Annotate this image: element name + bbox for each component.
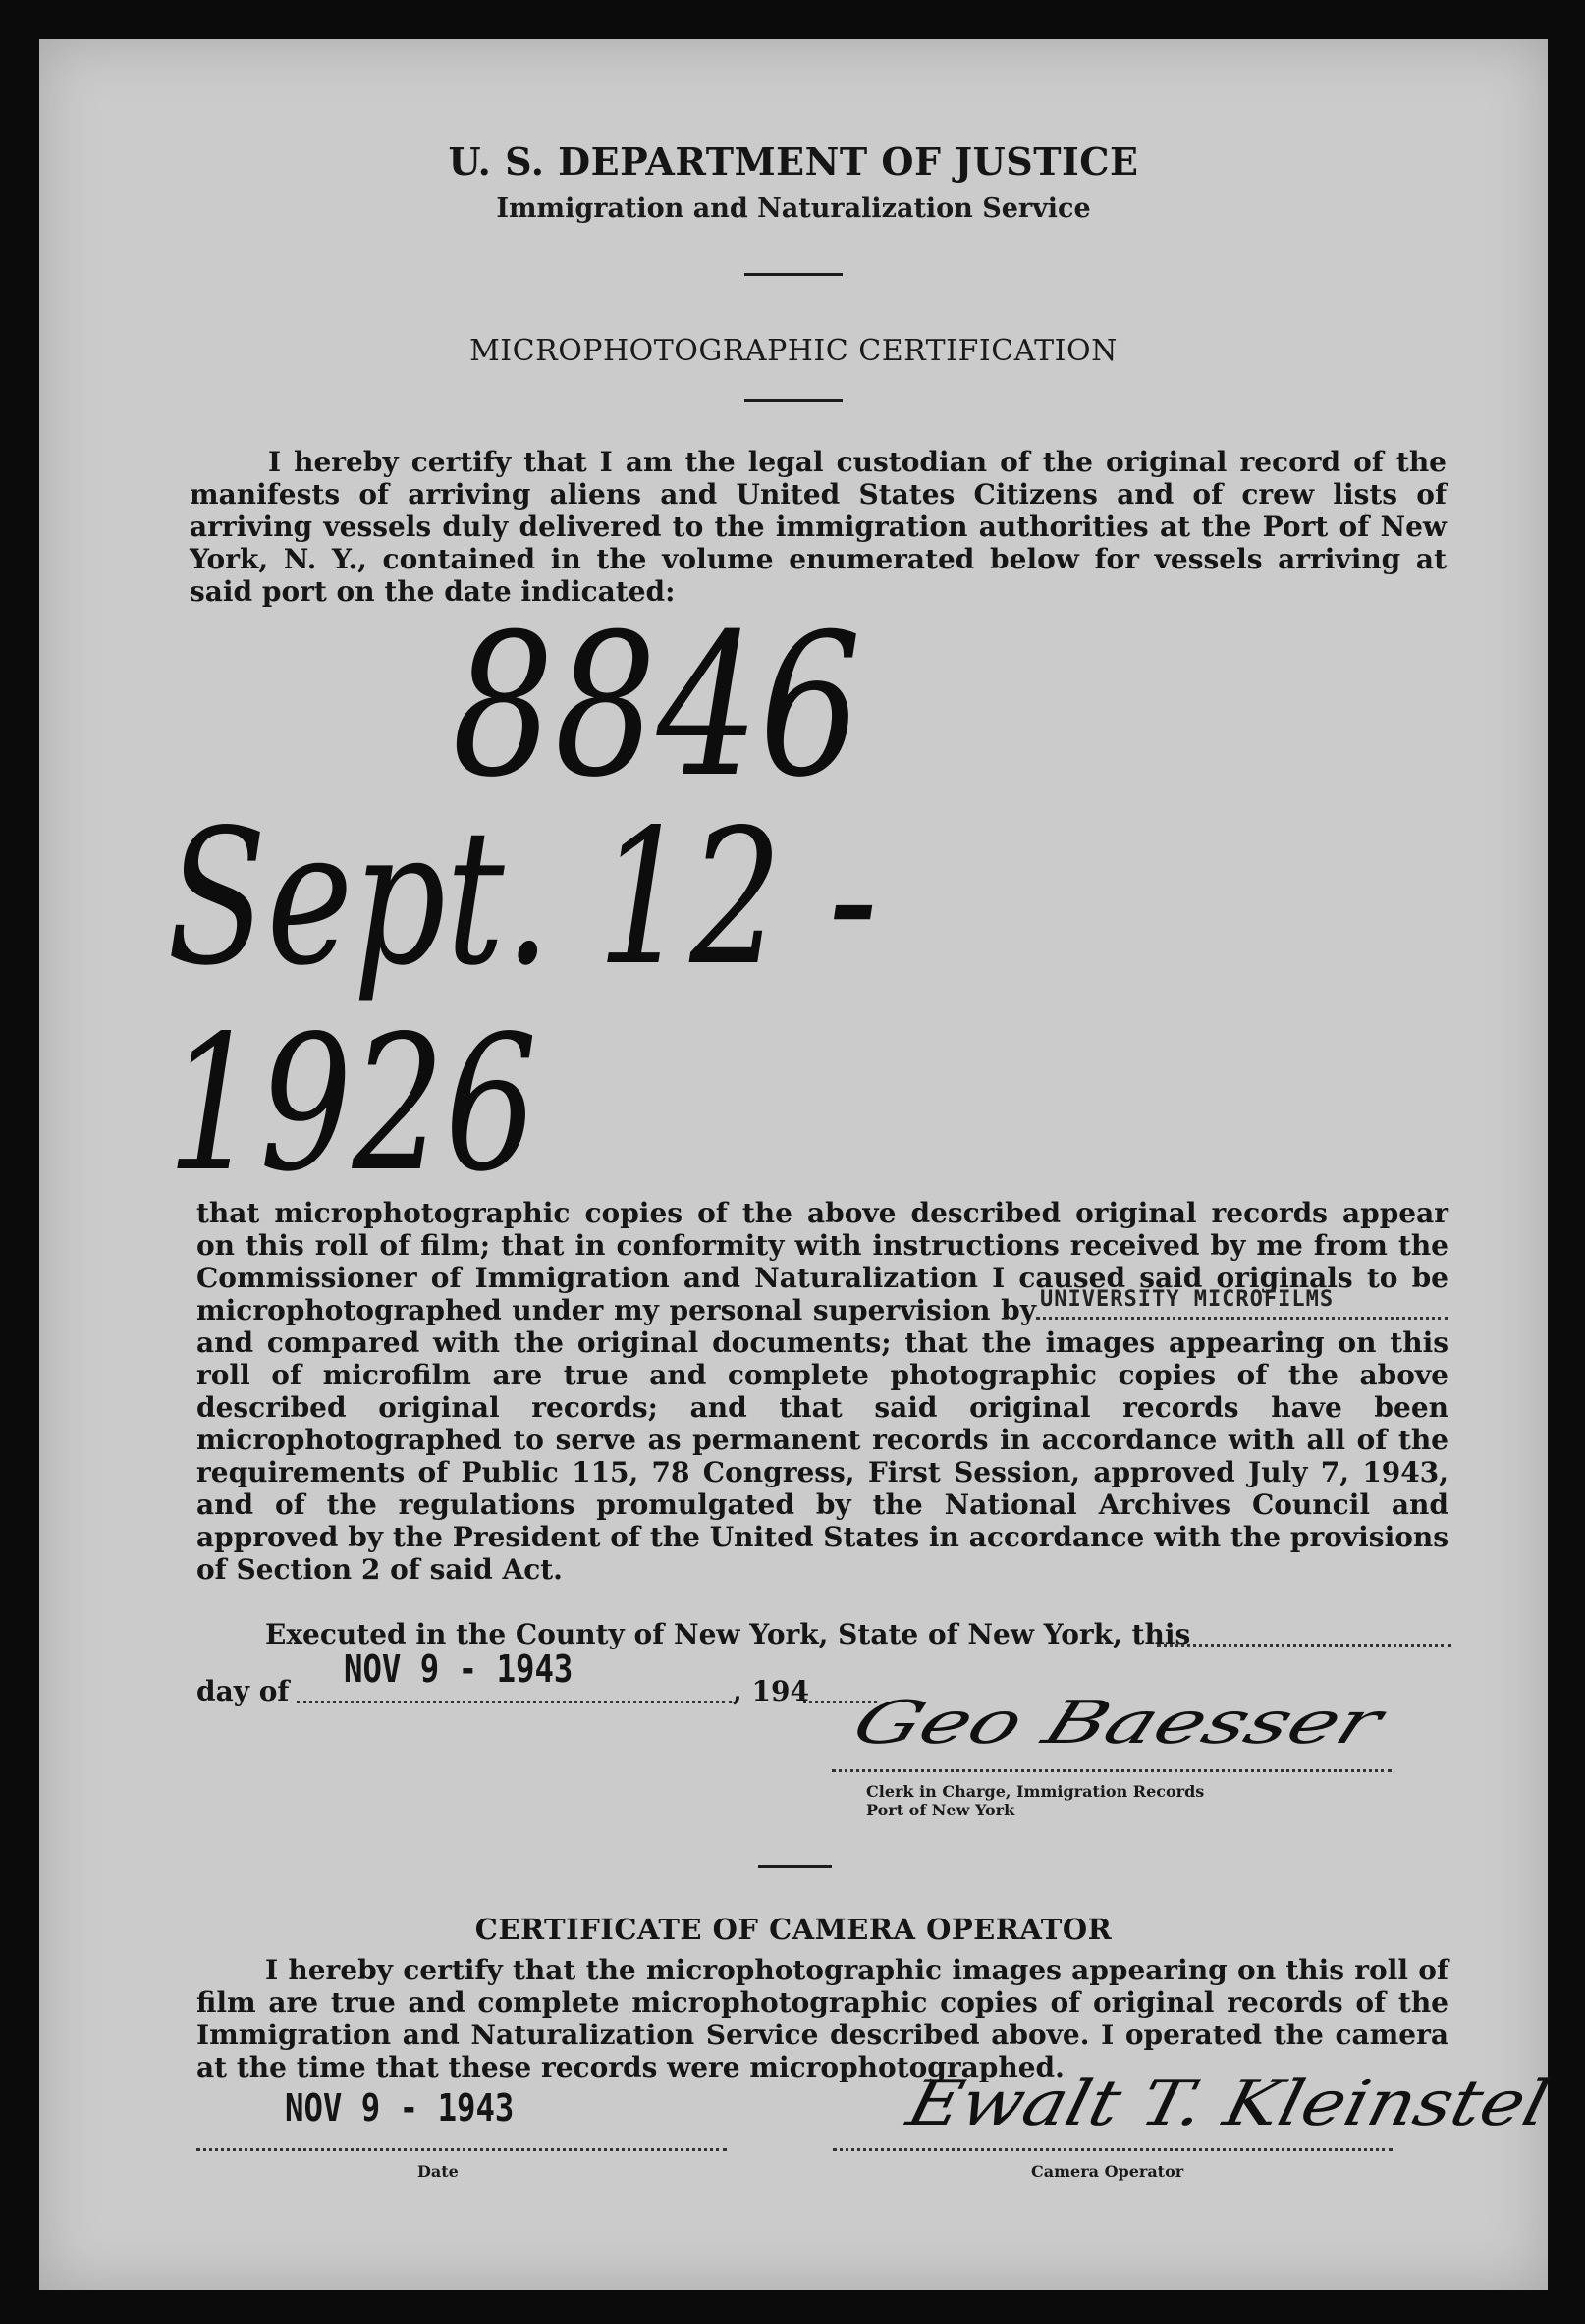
date-line [196, 2148, 727, 2151]
company-blank [1036, 1287, 1448, 1320]
divider-camera [758, 1865, 832, 1868]
clerk-title: Clerk in Charge, Immigration Records [866, 1782, 1205, 1801]
operator-line [833, 2148, 1393, 2151]
executed-line: Executed in the County of New York, State of New York, this [265, 1618, 1191, 1650]
operator-label: Camera Operator [1031, 2162, 1184, 2181]
certificate-page [39, 39, 1557, 2290]
year-prefix: , 194 [733, 1675, 809, 1707]
divider-title [744, 399, 843, 402]
clerk-signature-line [832, 1769, 1392, 1772]
operator-company-typed: UNIVERSITY MICROFILMS [1040, 1287, 1335, 1312]
department-heading: U. S. DEPARTMENT OF JUSTICE [448, 139, 1139, 184]
day-of-label: day of [196, 1675, 290, 1707]
executed-blank [1157, 1644, 1451, 1647]
body-paragraph-part1 [196, 1197, 1448, 1586]
handwritten-arrival-date: Sept. 12 - 1926 [167, 789, 878, 1213]
handwritten-volume-number: 8846 [452, 592, 862, 821]
divider-top [744, 273, 843, 276]
intro-paragraph: I hereby certify that I am the legal custodian of the original record of the manifests of arriving aliens and United States Citizens and of crew lists of arriving vessels duly delivered to the immigration authorities at the Port of New York, N. Y., contained in the volume enumerated below for vessels arriving at said port on the date indicated: [190, 446, 1447, 608]
day-of-blank [297, 1701, 732, 1703]
certification-title: MICROPHOTOGRAPHIC CERTIFICATION [469, 334, 1118, 368]
clerk-port: Port of New York [866, 1801, 1015, 1819]
camera-date-stamp: NOV 9 - 1943 [285, 2086, 515, 2130]
camera-operator-title: CERTIFICATE OF CAMERA OPERATOR [474, 1913, 1113, 1946]
service-subheading: Immigration and Naturalization Service [496, 193, 1091, 224]
date-label: Date [417, 2162, 459, 2181]
camera-operator-signature: Ewalt T. Kleinstel [900, 2068, 1557, 2140]
execution-date-stamp: NOV 9 - 1943 [344, 1648, 574, 1691]
camera-operator-paragraph: I hereby certify that the microphotographic images appearing on this roll of film are true and complete microphotographic copies of original records of the Immigration and Naturalization Service described above. I operated the camera at the time that these records were microphotographed. [196, 1954, 1448, 2083]
clerk-signature: Geo Baesser [843, 1689, 1392, 1757]
body-text-1: that microphotographic copies of the above described original records appear on this roll of film; that in conformity with instructions received by me from the Commissioner of Immigration and Naturalization I caused said originals to be microphotographed under my personal supervision by [196, 1197, 1448, 1326]
body-text-2: and compared with the original documents; that the images appearing on this roll of microfilm are true and complete photographic copies of the above described original records; and that said original records have been microphotographed to serve as permanent records in accordance with all of the requirements of Public 115, 78 Congress, First Session, approved July 7, 1943, and of the regulations promulgated by the National Archives Council and approved by the President of the United States in accordance with the provisions of Section 2 of said Act. [196, 1326, 1448, 1586]
